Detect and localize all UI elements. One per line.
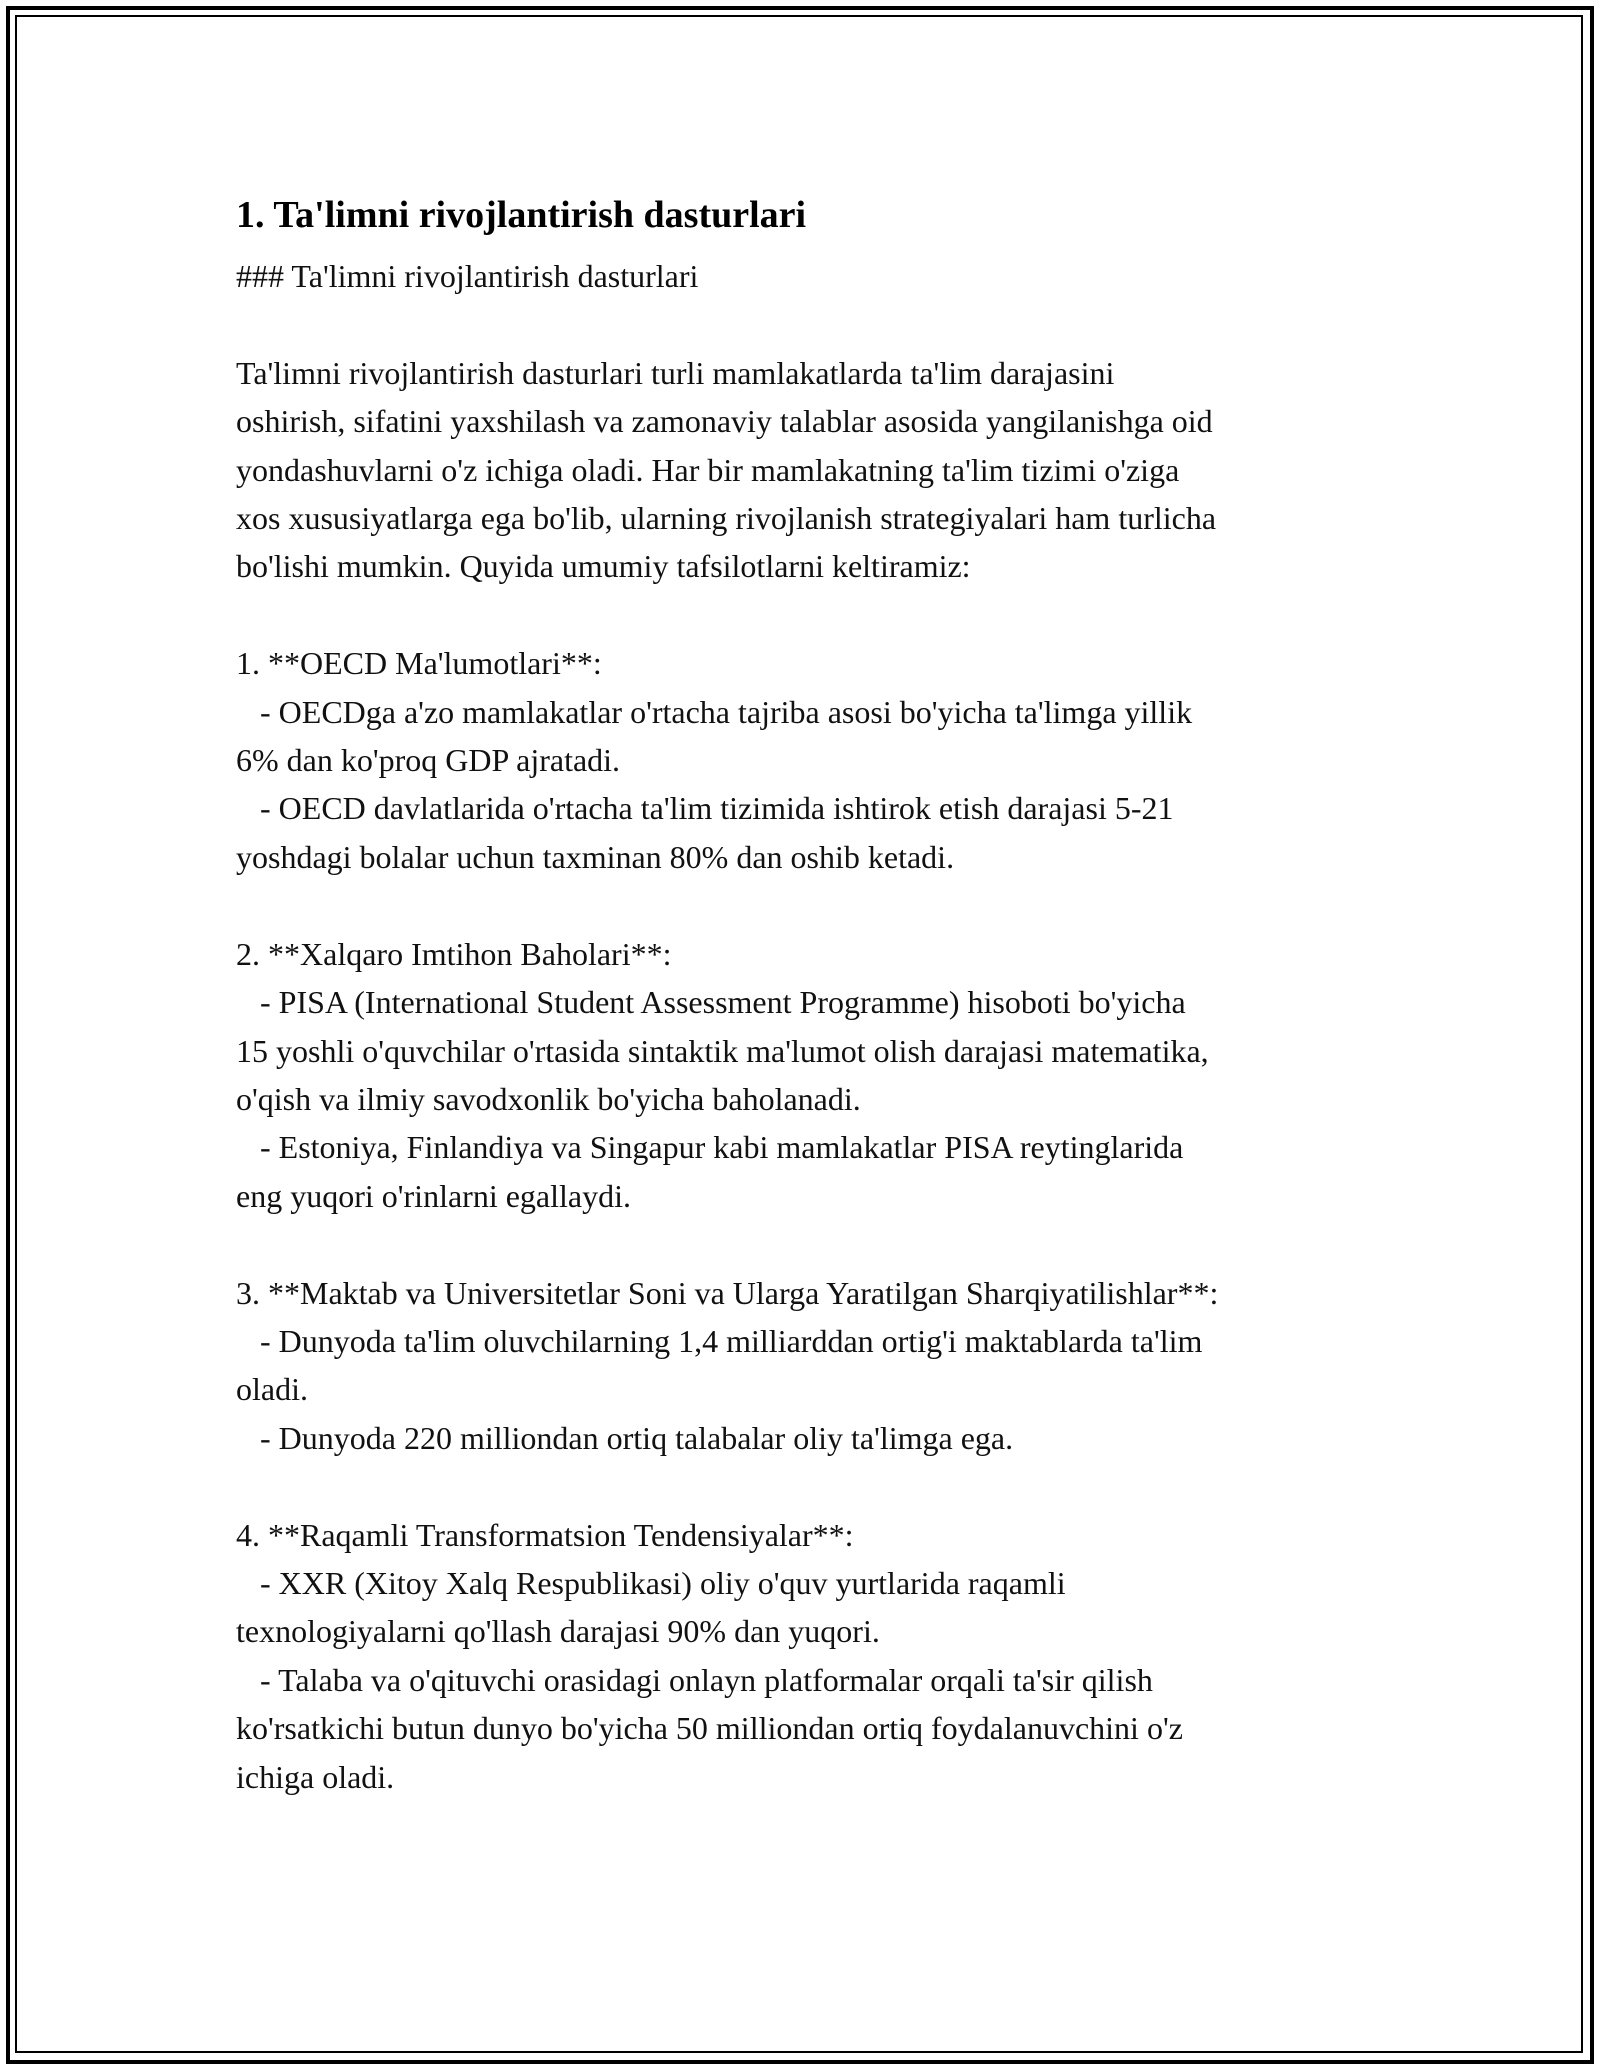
document-title: 1. Ta'limni rivojlantirish dasturlari	[236, 194, 807, 236]
document-content	[236, 180, 1376, 1801]
document-body: ### Ta'limni rivojlantirish dasturlari Ta'limni rivojlantirish dasturlari turli mamlakatlarda ta'lim darajasini oshirish, sifatini yaxshilash va zamonaviy talablar asosida yangilanishga oid yondashuvlarni o'z ichiga oladi. Har bir mamlakatning ta'lim tizimi o'ziga xos xususiyatlarga ega bo'lib, ularning rivojlanish strategiyalari ham turlicha bo'lishi mumkin. Quyida umumiy tafsilotlarni keltiramiz: 1. **OECD Ma'lumotlari**: - OECDga a'zo mamlakatlar o'rtacha tajriba asosi bo'yicha ta'limga yillik 6% dan ko'proq GDP ajratadi. - OECD davlatlarida o'rtacha ta'lim tizimida ishtirok etish darajasi 5-21 yoshdagi bolalar uchun taxminan 80% dan oshib ketadi. 2. **Xalqaro Imtihon Baholari**: - PISA (International Student Assessment Programme) hisoboti bo'yicha 15 yoshli o'quvchilar o'rtasida sintaktik ma'lumot olish darajasi matematika, o'qish va ilmiy savodxonlik bo'yicha baholanadi. - Estoniya, Finlandiya va Singapur kabi mamlakatlar PISA reytinglarida eng yuqori o'rinlarni egallaydi. 3. **Maktab va Universitetlar Soni va Ularga Yaratilgan Sharqiyatilishlar**: - Dunyoda ta'lim oluvchilarning 1,4 milliarddan ortig'i maktablarda ta'lim oladi. - Dunyoda 220 milliondan ortiq talabalar oliy ta'limga ega. 4. **Raqamli Transformatsion Tendensiyalar**: - XXR (Xitoy Xalq Respublikasi) oliy o'quv yurtlarida raqamli texnologiyalarni qo'llash darajasi 90% dan yuqori. - Talaba va o'qituvchi orasidagi onlayn platformalar orqali ta'sir qilish ko'rsatkichi butun dunyo bo'yicha 50 milliondan ortiq foydalanuvchini o'z ichiga oladi.	[236, 258, 1219, 1795]
